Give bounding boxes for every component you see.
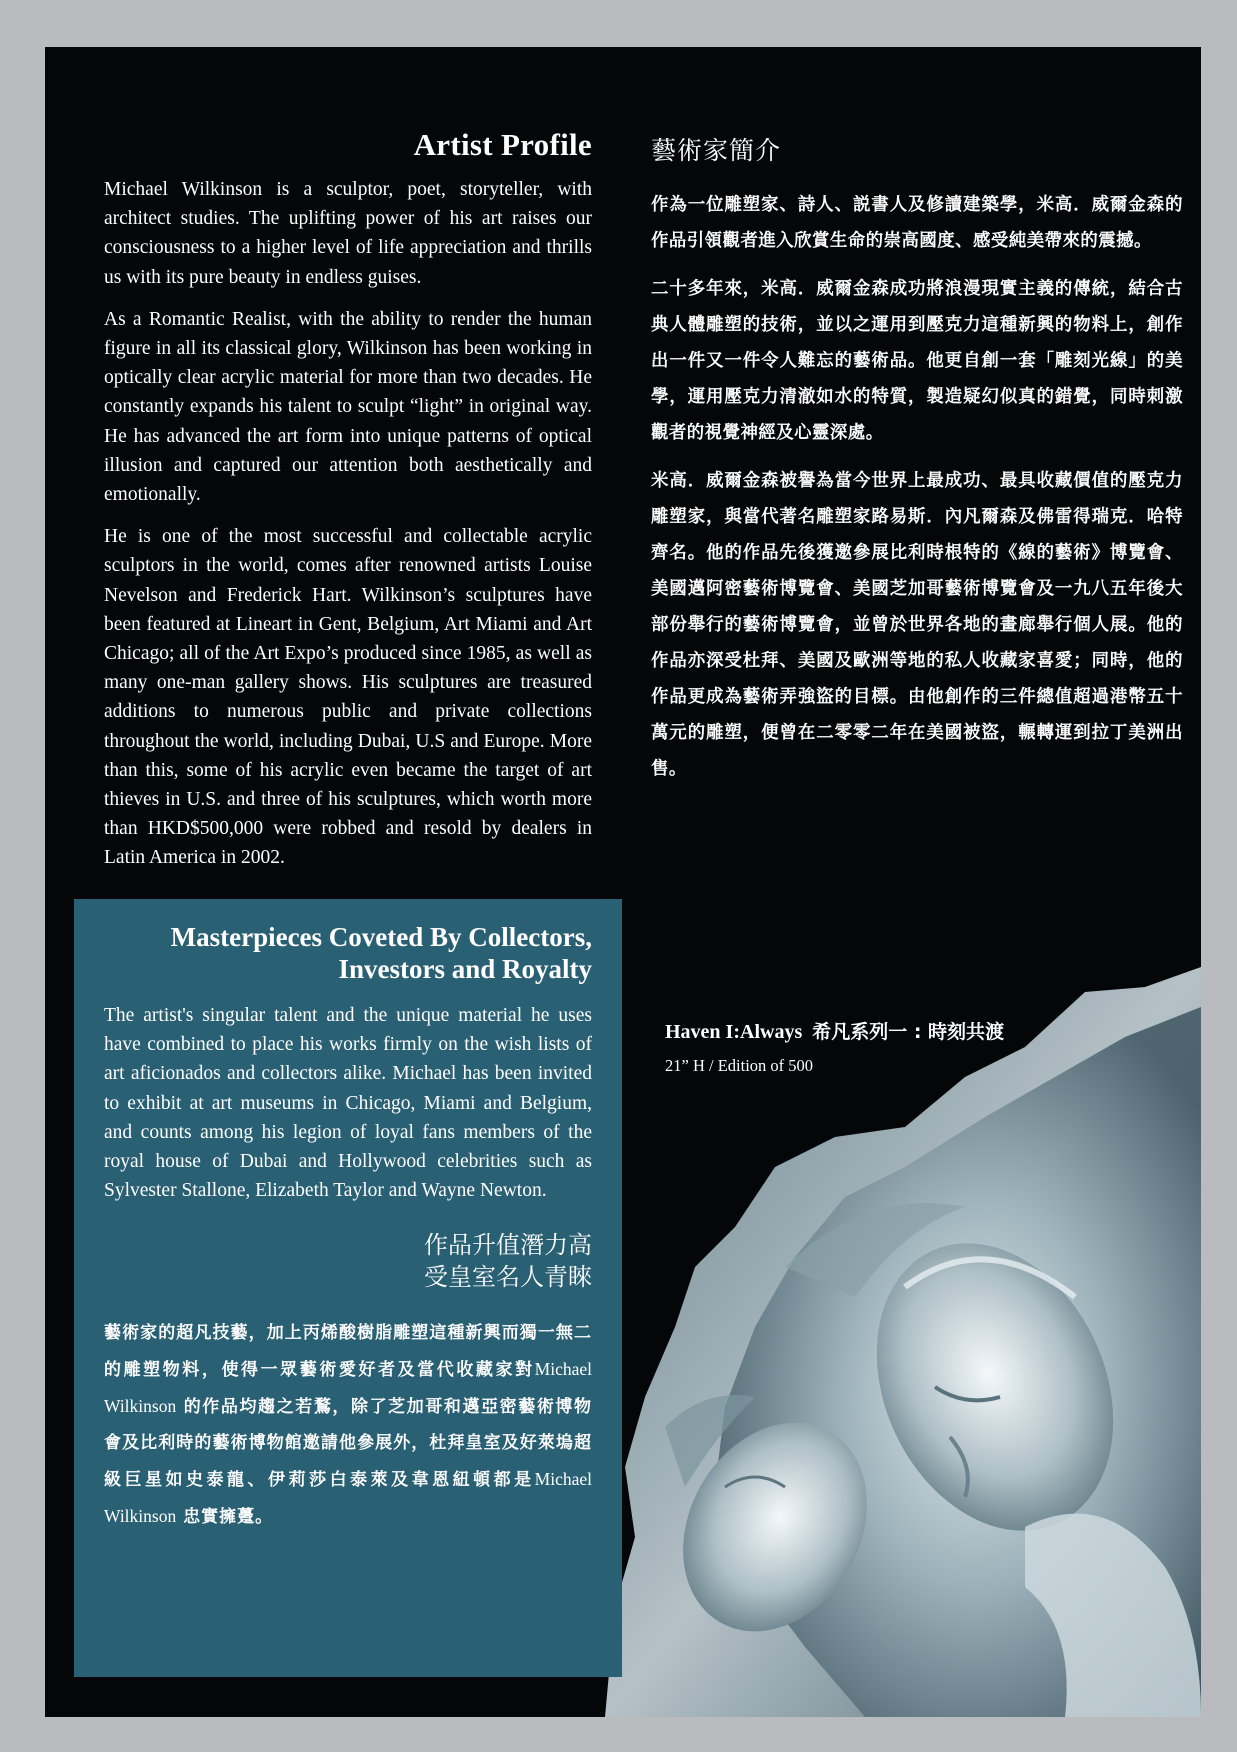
masterpieces-title-zh [104, 1229, 592, 1293]
artwork-title-en: Haven I:Always [665, 1021, 803, 1043]
artist-name: Michael Wilkinson [104, 1469, 592, 1527]
artist-name: Michael Wilkinson [104, 1359, 592, 1417]
profile-paragraph-3: He is one of the most successful and collectable acrylic sculptors in the world, comes after renowned artists Louise Nevelson and Frederick Hart. Wilkinson’s sculptures have been featured at Lineart in Gent, Belgium, Art Miami and Art Chicago; all of the Art Expo’s produced since 1985, as well as many one-man gallery shows. His sculptures are treasured additions to numerous public and private collections throughout the world, including Dubai, U.S and Europe. More than this, some of his acrylic even became the target of art thieves in U.S. and three of his sculptures, which worth more than HKD$500,000 were robbed and resold by dealers in Latin America in 2002. [104, 526, 592, 869]
profile-paragraph-zh-2: 二十多年來，米高．威爾金森成功將浪漫現實主義的傳統，結合古典人體雕塑的技術，並以之運用到壓克力這種新興的物料上，創作出一件又一件令人難忘的藝術品。他更自創一套「雕刻光線」的美學，運用壓克力清澈如水的特質，製造疑幻似真的錯覺，同時刺激觀者的視覺神經及心靈深處。 [651, 279, 1183, 443]
sculpture-illustration [605, 967, 1201, 1717]
artist-profile-title: Artist Profile [413, 127, 592, 162]
masterpieces-box [74, 899, 622, 1677]
artwork-title [665, 1017, 1004, 1044]
profile-paragraph-zh-1: 作為一位雕塑家、詩人、説書人及修讀建築學，米高．威爾金森的作品引領觀者進入欣賞生命的崇高國度、感受純美帶來的震撼。 [651, 195, 1183, 251]
masterpieces-title [104, 921, 592, 985]
masterpieces-title-line2: Investors and Royalty [338, 954, 592, 984]
zh-text-part2: 的作品均趨之若鶩，除了芝加哥和邁亞密藝術博物會及比利時的藝術博物館邀請他參展外，杜拜皇室及好萊塢超級巨星如史泰龍、伊莉莎白泰萊及韋恩紐頓都是 [104, 1397, 592, 1491]
sculpture-image [605, 967, 1201, 1717]
profile-paragraph-zh-3: 米高．威爾金森被譽為當今世界上最成功、最具收藏價值的壓克力雕塑家，與當代著名雕塑家路易斯．內凡爾森及佛雷得瑞克．哈特齊名。他的作品先後獲邀參展比利時根特的《線的藝術》博覽會、美國邁阿密藝術博覽會、美國芝加哥藝術博覽會及一九八五年後大部份舉行的藝術博覽會，並曾於世界各地的畫廊舉行個人展。他的作品亦深受杜拜、美國及歐洲等地的私人收藏家喜愛；同時，他的作品更成為藝術弄強盜的目標。由他創作的三件總值超過港幣五十萬元的雕塑，便曾在二零零二年在美國被盜，輾轉運到拉丁美洲出售。 [651, 471, 1183, 779]
zh-text-part3: 忠實擁躉。 [176, 1507, 274, 1528]
artwork-details: 21” H / Edition of 500 [665, 1056, 814, 1075]
profile-paragraph-1: Michael Wilkinson is a sculptor, poet, storyteller, with architect studies. The uplifting power of his art raises our consciousness to a higher level of life appreciation and thrills us with its pure beauty in endless guises. [104, 179, 592, 288]
artist-profile-en [104, 127, 592, 886]
masterpieces-title-line1: Masterpieces Coveted By Collectors, [170, 922, 592, 952]
brochure-page [45, 47, 1201, 1717]
masterpieces-title-zh-line1: 作品升值潛力高 [424, 1231, 592, 1260]
artwork-title-zh: 希凡系列一 : 時刻共渡 [812, 1021, 1005, 1043]
masterpieces-paragraph: The artist's singular talent and the unique material he uses have combined to place his works firmly on the wish lists of art aficionados and collectors alike. Michael has been invited to exhibit at art museums in Chicago, Miami and Belgium, and counts among his legion of loyal fans members of the royal house of Dubai and Hollywood celebrities such as Sylvester Stallone, Elizabeth Taylor and Wayne Newton. [104, 1005, 592, 1202]
artist-profile-zh [651, 127, 1183, 799]
masterpieces-paragraph-zh [104, 1315, 592, 1535]
artwork-caption [665, 1017, 1004, 1076]
artist-profile-title-zh: 藝術家簡介 [651, 136, 782, 165]
masterpieces-title-zh-line2: 受皇室名人青睞 [424, 1263, 592, 1292]
zh-text-part1: 藝術家的超凡技藝，加上丙烯酸樹脂雕塑這種新興而獨一無二的雕塑物料，使得一眾藝術愛好者及當代收藏家對 [104, 1323, 592, 1381]
profile-paragraph-2: As a Romantic Realist, with the ability to render the human figure in all its classical glory, Wilkinson has been working in optically clear acrylic material for more than two decades. He constantly expands his talent to sculpt “light” in original way. He has advanced the art form into unique patterns of optical illusion and captured our attention both aesthetically and emotionally. [104, 308, 592, 506]
